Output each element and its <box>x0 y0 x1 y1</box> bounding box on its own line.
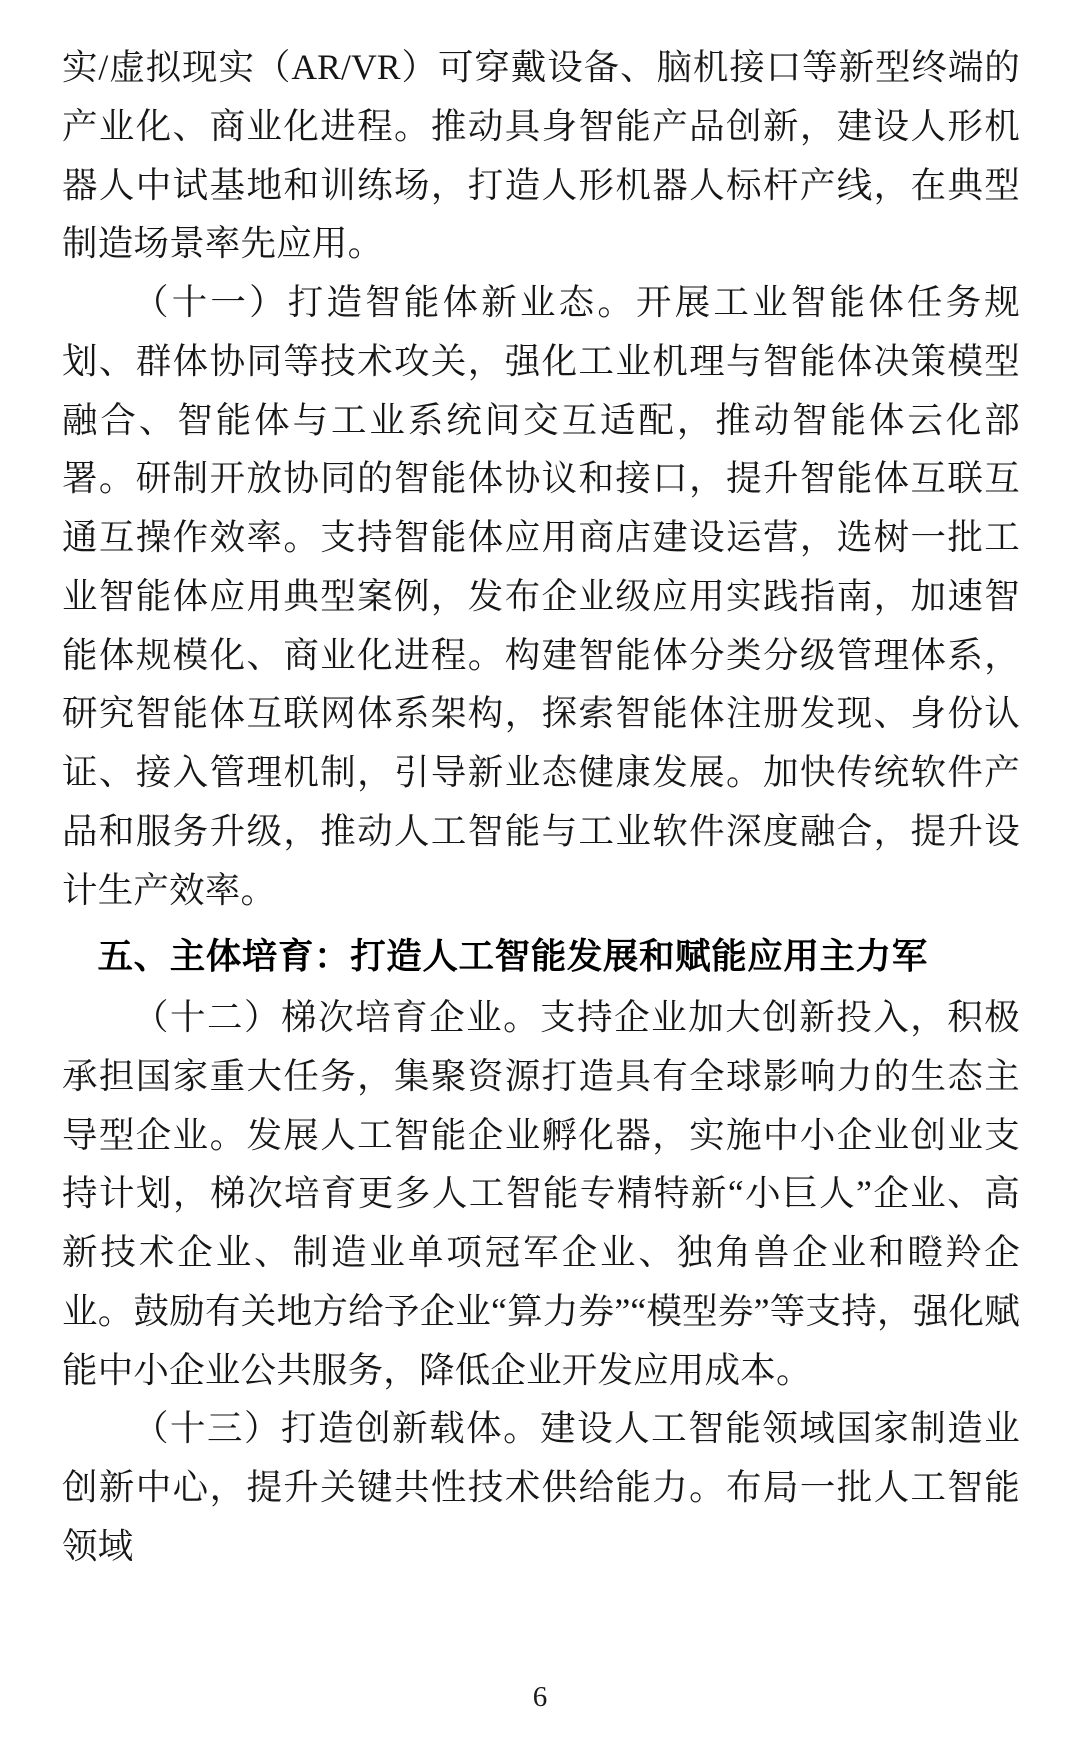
heading-section-five: 五、主体培育：打造人工智能发展和赋能应用主力军 <box>97 936 928 977</box>
paragraph-item-twelve: （十二）梯次培育企业。支持企业加大创新投入，积极承担国家重大任务，集聚资源打造具有全球影响力的生态主导型企业。发展人工智能企业孵化器，实施中小企业创业支持计划，梯次培育更多人工智能专精特新“小巨人”企业、高新技术企业、制造业单项冠军企业、独角兽企业和瞪羚企业。鼓励有关地方给予企业“算力券”“模型券”等支持，强化赋能中小企业公共服务，降低企业开发应用成本。 <box>62 997 1020 1390</box>
document-body <box>62 38 1020 1576</box>
paragraph-item-thirteen: （十三）打造创新载体。建设人工智能领域国家制造业创新中心，提升关键共性技术供给能力。布局一批人工智能领域 <box>62 1408 1020 1566</box>
page-number: 6 <box>532 1681 548 1713</box>
paragraph-continued-terminals: 实/虚拟现实（AR/VR）可穿戴设备、脑机接口等新型终端的产业化、商业化进程。推动具身智能产品创新，建设人形机器人中试基地和训练场，打造人形机器人标杆产线，在典型制造场景率先应用。 <box>62 47 1020 264</box>
paragraph-item-eleven: （十一）打造智能体新业态。开展工业智能体任务规划、群体协同等技术攻关，强化工业机理与智能体决策模型融合、智能体与工业系统间交互适配，推动智能体云化部署。研制开放协同的智能体协议和接口，提升智能体互联互通互操作效率。支持智能体应用商店建设运营，选树一批工业智能体应用典型案例，发布企业级应用实践指南，加速智能体规模化、商业化进程。构建智能体分类分级管理体系，研究智能体互联网体系架构，探索智能体注册发现、身份认证、接入管理机制，引导新业态健康发展。加快传统软件产品和服务升级，推动人工智能与工业软件深度融合，提升设计生产效率。 <box>62 282 1020 910</box>
